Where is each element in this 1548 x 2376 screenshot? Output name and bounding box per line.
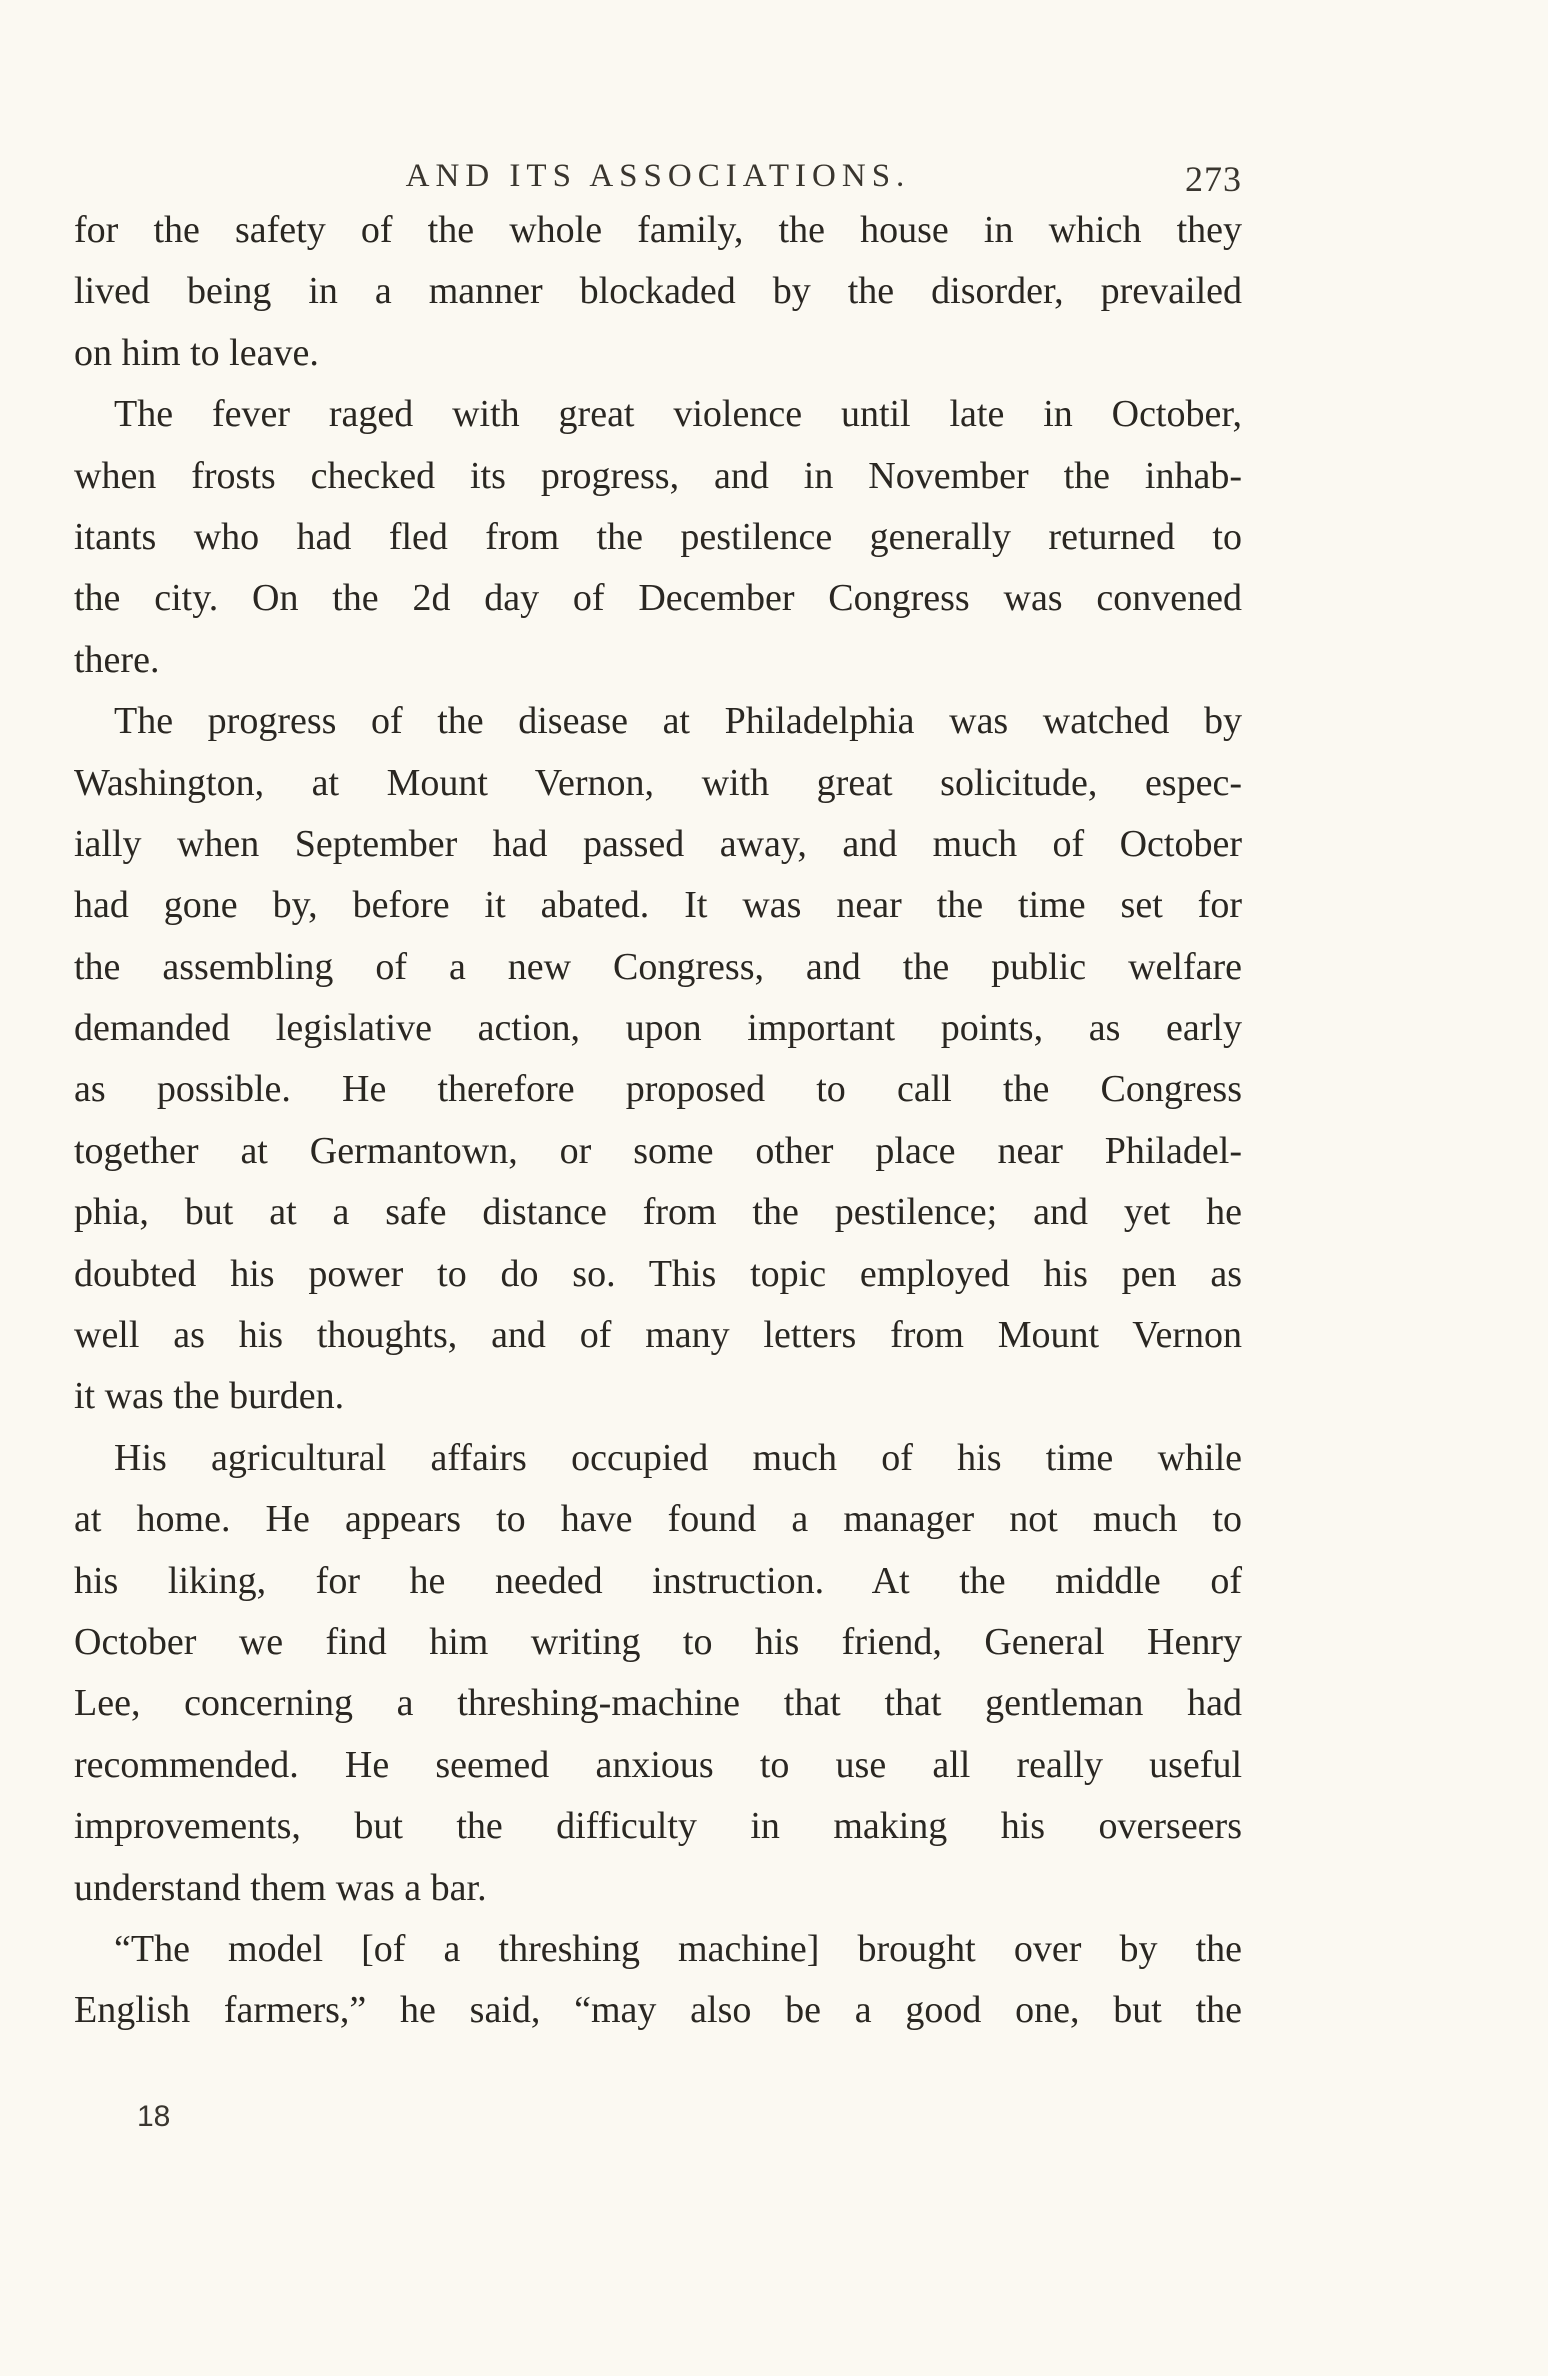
text-line: ially when September had passed away, and much of October (74, 822, 1242, 865)
text-line: phia, but at a safe distance from the pestilence; and yet he (74, 1191, 1242, 1234)
text-line: on him to leave. (74, 331, 319, 374)
text-line: had gone by, before it abated. It was near the time set for (74, 884, 1242, 927)
text-line: English farmers,” he said, “may also be a good one, but the (74, 1989, 1242, 2032)
text-line: his liking, for he needed instruction. At the middle of (74, 1559, 1242, 1602)
text-line: improvements, but the difficulty in making his overseers (74, 1805, 1242, 1848)
text-line: Washington, at Mount Vernon, with great solicitude, espec- (74, 761, 1242, 804)
text-line: Lee, concerning a threshing-machine that that gentleman had (74, 1682, 1242, 1725)
page-number: 273 (1185, 159, 1242, 199)
text-line: “The model [of a threshing machine] brought over by the (114, 1927, 1242, 1970)
text-line: well as his thoughts, and of many letters from Mount Vernon (74, 1314, 1242, 1357)
text-line: recommended. He seemed anxious to use all really useful (74, 1743, 1242, 1786)
body-text (74, 200, 1242, 2042)
text-line: lived being in a manner blockaded by the disorder, prevailed (74, 270, 1242, 313)
text-line: for the safety of the whole family, the house in which they (74, 209, 1242, 251)
text-line: His agricultural affairs occupied much of his time while (114, 1436, 1242, 1479)
text-line: at home. He appears to have found a manager not much to (74, 1498, 1242, 1541)
text-line: the assembling of a new Congress, and the public welfare (74, 945, 1242, 988)
running-head (74, 158, 1242, 198)
text-line: as possible. He therefore proposed to call the Congress (74, 1068, 1242, 1111)
text-line: it was the burden. (74, 1375, 345, 1418)
text-line: when frosts checked its progress, and in November the inhab- (74, 454, 1242, 497)
text-line: there. (74, 638, 160, 681)
text-line: The progress of the disease at Philadelphia was watched by (114, 700, 1242, 743)
text-line: demanded legislative action, upon important points, as early (74, 1007, 1242, 1050)
running-title: AND ITS ASSOCIATIONS. (405, 158, 911, 194)
signature-mark: 18 (137, 2100, 171, 2133)
text-line: The fever raged with great violence until late in October, (114, 393, 1242, 436)
text-line: October we find him writing to his friend, General Henry (74, 1620, 1242, 1663)
text-line: itants who had fled from the pestilence generally returned to (74, 515, 1242, 558)
text-line: together at Germantown, or some other place near Philadel- (74, 1129, 1242, 1172)
text-line: the city. On the 2d day of December Congress was convened (74, 577, 1242, 620)
text-line: doubted his power to do so. This topic employed his pen as (74, 1252, 1242, 1295)
text-line: understand them was a bar. (74, 1866, 487, 1909)
